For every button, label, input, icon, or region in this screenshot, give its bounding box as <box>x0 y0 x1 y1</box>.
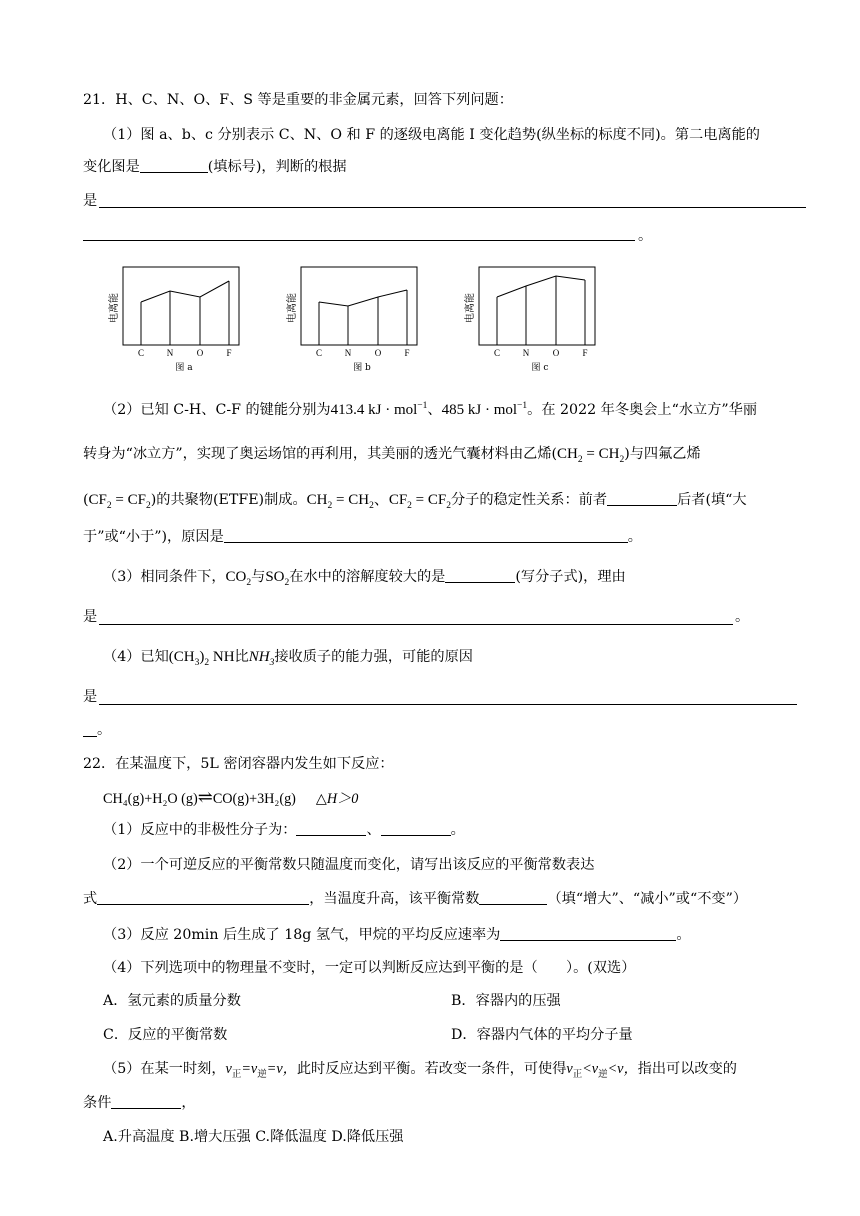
exponent: −1 <box>417 401 428 411</box>
period-mark: 。 <box>97 722 112 738</box>
formula-pair: $CH_2 = CH_2$、$CF_2 = CF_2$ <box>306 492 451 511</box>
chart-ylabel: 电离能 <box>465 293 476 323</box>
chart-c <box>460 262 610 374</box>
equation-left: CH₄(g)+H₂O (g) <box>103 791 198 807</box>
text: 后者(填“大 <box>677 492 747 508</box>
answer-blank[interactable] <box>224 528 628 543</box>
q21-part3-line2 <box>83 607 97 627</box>
chart-a <box>104 262 254 374</box>
formula <box>331 402 428 418</box>
q21-part2-line4 <box>83 527 642 547</box>
exponent: −1 <box>517 401 528 411</box>
text: 此时反应达到平衡。若改变一条件，可使得 <box>296 1061 567 1077</box>
text: （2）已知 C-H、C-F 的键能分别为 <box>103 402 331 418</box>
q22-equation <box>103 787 358 809</box>
text: 指出可以改变的 <box>637 1061 737 1077</box>
answer-line[interactable] <box>99 207 806 208</box>
formula-ethene: $CH_2 = CH_2$ <box>557 446 625 465</box>
text: 与 <box>251 569 266 585</box>
tick-f: F <box>226 348 232 358</box>
text: （3）相同条件下， <box>103 569 226 585</box>
text: ， <box>181 1095 196 1111</box>
question-22-title: 22．在某温度下，5L 密闭容器内发生如下反应： <box>83 756 394 772</box>
value: 485 kJ · mol <box>441 402 518 418</box>
q21-part2-line2 <box>83 444 701 464</box>
tick-o: O <box>374 348 382 358</box>
text: 分子的稳定性关系：前者 <box>450 492 608 508</box>
answer-blank[interactable] <box>97 890 309 905</box>
q21-part1-line3 <box>83 191 97 211</box>
q22-part4: （4）下列选项中的物理量不变时，一定可以判断反应达到平衡的是（ ）。(双选） <box>103 960 636 976</box>
q21-part2-line3 <box>83 490 747 510</box>
formula-co2: $CO_2$ <box>225 569 252 588</box>
text: 转身为“冰立方”，实现了奥运场馆的再利用，其美丽的透光气囊材料由乙烯( <box>83 446 558 462</box>
answer-blank[interactable] <box>381 821 451 836</box>
text: 是 <box>83 193 98 209</box>
text: 比 <box>234 649 249 665</box>
answer-blank[interactable] <box>296 821 366 836</box>
q21-part2-line1 <box>103 400 757 420</box>
q22-part2-line1: （2）一个可逆反应的平衡常数只随温度而变化，请写出该反应的平衡常数表达 <box>103 857 595 873</box>
chart-ylabel: 电离能 <box>287 293 298 323</box>
q22-part5-choices: A.升高温度 B.增大压强 C.降低温度 D.降低压强 <box>103 1129 404 1145</box>
answer-blank[interactable] <box>111 1094 181 1109</box>
text: 、 <box>427 402 442 418</box>
tick-c: C <box>315 348 323 358</box>
equation-right: CO(g)+3H₂(g) <box>212 791 296 807</box>
text: （3）反应 20min 后生成了 18g 氢气，甲烷的平均反应速率为 <box>103 927 501 943</box>
tick-c: C <box>493 348 501 358</box>
q22-part5-line2 <box>83 1093 196 1113</box>
tick-n: N <box>344 348 352 358</box>
answer-line[interactable] <box>83 736 97 737</box>
answer-blank[interactable] <box>607 491 677 506</box>
text: 。在 2022 年冬奥会上“水立方”华丽 <box>527 402 758 418</box>
tick-f: F <box>582 348 588 358</box>
text: 于”或“小于”)，原因是 <box>83 529 224 545</box>
answer-blank[interactable] <box>479 890 547 905</box>
text: 条件 <box>83 1095 112 1111</box>
text: 式 <box>83 891 98 907</box>
text: 是 <box>83 689 98 705</box>
text: 变化图是 <box>83 159 140 175</box>
tick-n: N <box>522 348 530 358</box>
q21-part3-line1 <box>103 567 626 587</box>
tick-o: O <box>196 348 204 358</box>
tick-f: F <box>404 348 410 358</box>
formula <box>442 402 528 418</box>
q22-part5-line1 <box>103 1059 737 1079</box>
text: （1）反应中的非极性分子为： <box>103 822 297 838</box>
velocity-inequality: $v_正<v_逆<v$， <box>566 1061 638 1080</box>
text: （5）在某一时刻， <box>103 1061 226 1077</box>
chart-ylabel: 电离能 <box>109 293 120 323</box>
formula-tfe: $CF_2 = CF_2$ <box>88 492 151 511</box>
text: 。 <box>676 927 691 943</box>
text: (填标号)，判断的根据 <box>207 159 347 175</box>
option-d[interactable]: D．容器内气体的平均分子量 <box>451 1027 633 1043</box>
value: 413.4 kJ · mol <box>330 402 418 418</box>
question-21-title: 21．H、C、N、O、F、S 等是重要的非金属元素，回答下列问题： <box>83 92 513 108</box>
text: 在水中的溶解度较大的是 <box>289 569 446 585</box>
q21-part1-line1: （1）图 a、b、c 分别表示 C、N、O 和 F 的逐级电离能 I 变化趋势(纵坐标的标度不同)。第二电离能的 <box>103 127 760 143</box>
text: 。 <box>450 822 465 838</box>
text: 是 <box>83 609 98 625</box>
option-c[interactable]: C．反应的平衡常数 <box>103 1027 228 1043</box>
period-mark: 。 <box>735 609 750 625</box>
text: 、 <box>366 822 381 838</box>
formula-nh3: $NH_3$ <box>248 649 275 668</box>
formula-dimethylamine: $(CH_3)_2$ NH <box>168 649 235 668</box>
tick-c: C <box>137 348 145 358</box>
answer-line[interactable] <box>99 624 733 625</box>
text: ( <box>83 492 89 508</box>
answer-blank[interactable] <box>445 568 515 583</box>
tick-o: O <box>552 348 560 358</box>
chart-b <box>282 262 432 374</box>
option-b[interactable]: B．容器内的压强 <box>451 993 561 1009</box>
text: )的共聚物(ETFE)制成。 <box>150 492 307 508</box>
answer-blank[interactable] <box>500 926 676 941</box>
text: 。 <box>627 529 642 545</box>
period-mark: 。 <box>638 228 653 244</box>
q21-part4-line1 <box>103 647 473 667</box>
q22-part2-line2 <box>83 889 747 909</box>
text: （填“增大”、“减小”或“不变”） <box>547 891 748 907</box>
option-a[interactable]: A．氢元素的质量分数 <box>103 993 241 1009</box>
formula-so2: $SO_2$ <box>265 569 290 588</box>
text: （4）已知 <box>103 649 169 665</box>
velocity-equality: $v_正=v_逆=v$， <box>225 1061 297 1080</box>
enthalpy: △H＞0 <box>315 791 359 807</box>
answer-blank[interactable] <box>140 158 208 173</box>
q22-part3 <box>103 925 691 945</box>
answer-line[interactable] <box>83 240 635 241</box>
text: (写分子式)，理由 <box>515 569 626 585</box>
chart-caption: 图 b <box>353 363 371 373</box>
equilibrium-arrow-icon: ⇌ <box>197 787 213 807</box>
q21-part4-line2 <box>83 687 97 707</box>
text: 接收质子的能力强，可能的原因 <box>274 649 473 665</box>
chart-caption: 图 c <box>531 363 549 373</box>
text: )与四氟乙烯 <box>624 446 701 462</box>
answer-line[interactable] <box>99 704 797 705</box>
tick-n: N <box>166 348 174 358</box>
chart-caption: 图 a <box>175 363 193 373</box>
q21-part1-line2 <box>83 157 347 177</box>
text: ，当温度升高，该平衡常数 <box>309 891 480 907</box>
q22-part1 <box>103 820 465 840</box>
